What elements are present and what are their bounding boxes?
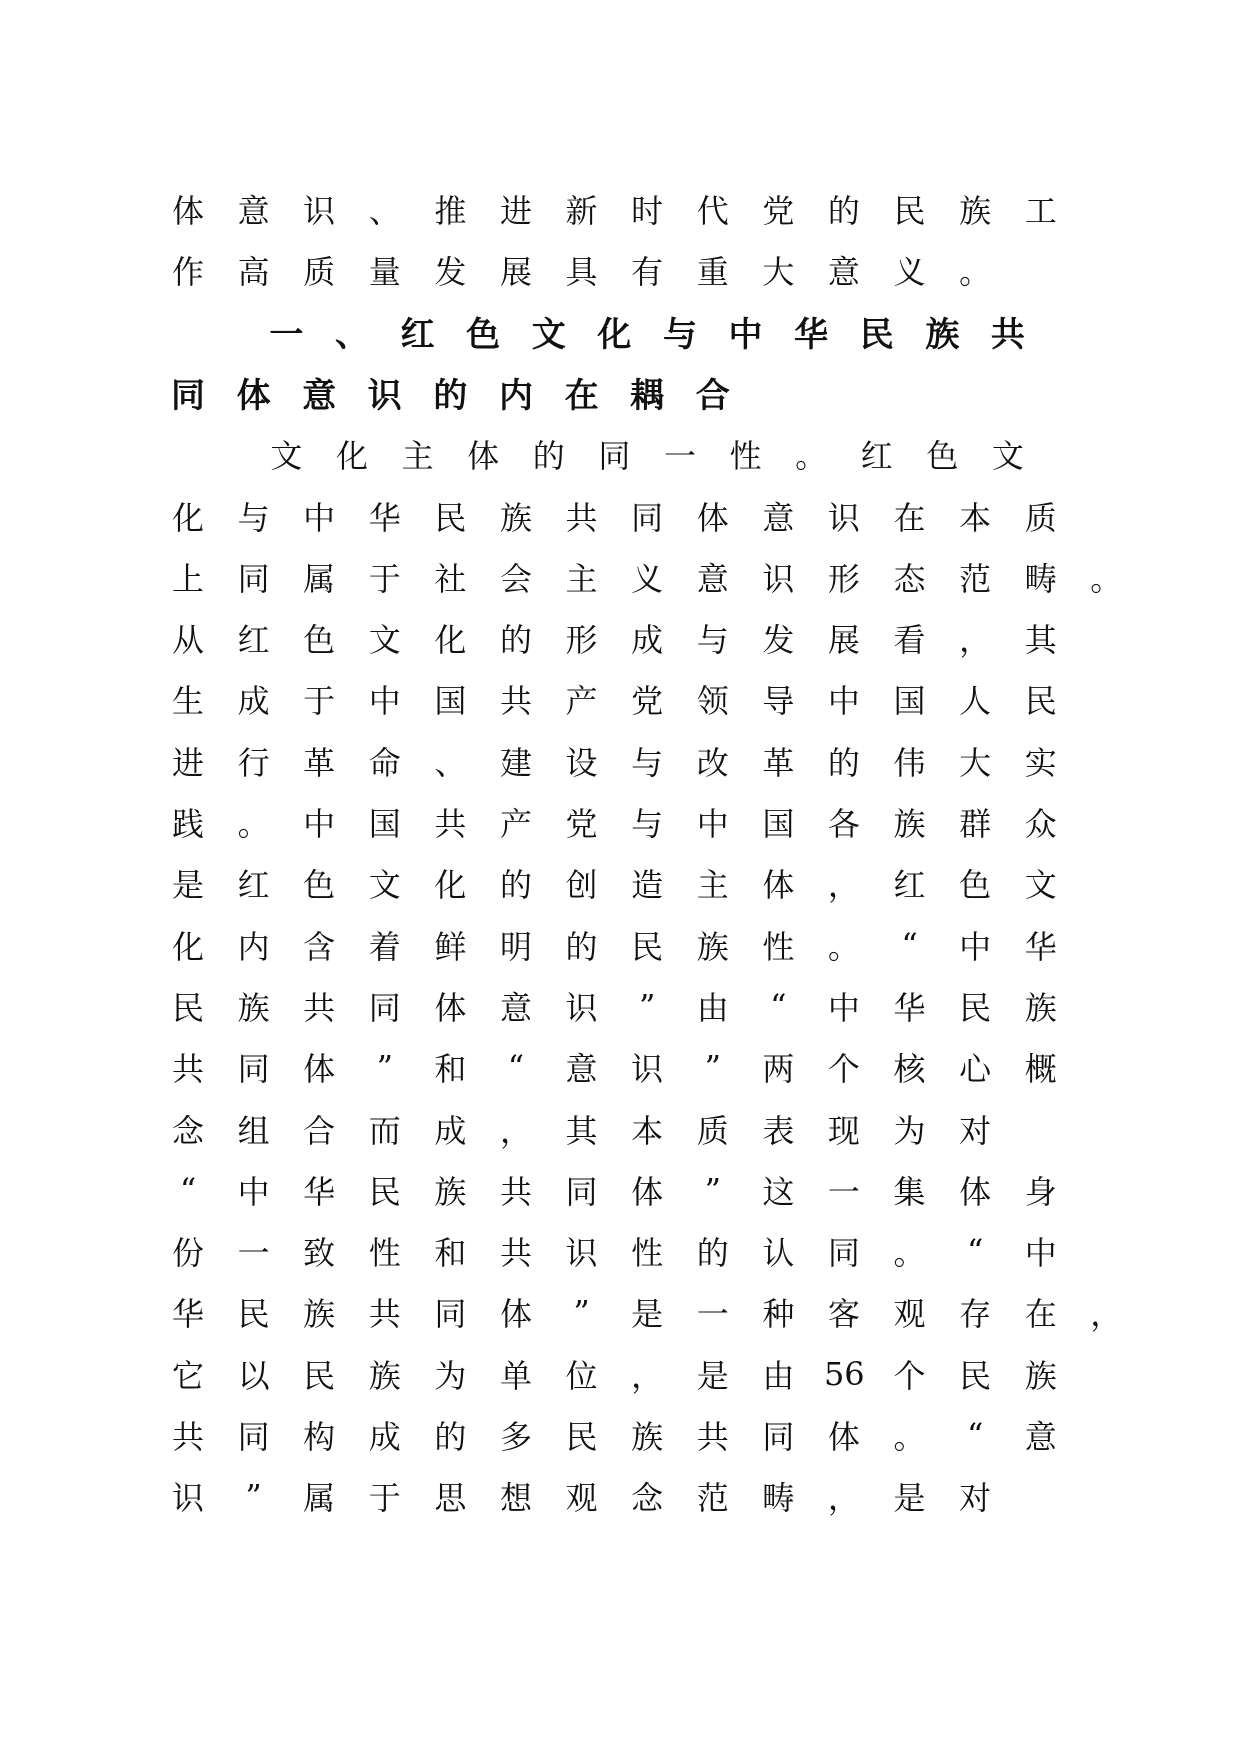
text-line-17: “ 中 华 民 族 共 同 体 ” 这 一 集 体 身 — [179, 1170, 1057, 1211]
text-line-14: 民 族 共 同 体 意 识 ” 由 “ 中 华 民 族 — [171, 986, 1057, 1027]
text-line-11: 践 。 中 国 共 产 党 与 中 国 各 族 群 众 — [171, 805, 1057, 843]
text-line-7: 上 同 属 于 社 会 主 义 意 识 形 态 范 畴 。 — [171, 559, 1123, 598]
text-line-13: 化 内 含 着 鲜 明 的 民 族 性 。 “ 中 华 — [171, 925, 1057, 966]
text-line-10: 进 行 革 命 、 建 设 与 改 革 的 伟 大 实 — [171, 743, 1057, 782]
section-heading-line-2: 同 体 意 识 的 内 在 耦 合 — [171, 376, 730, 417]
text-line-5: 文 化 主 体 的 同 一 性 。 红 色 文 — [270, 437, 1024, 476]
text-line-20: 它 以 民 族 为 单 位 ， 是 由 56 个 民 族 — [171, 1354, 1057, 1395]
text-line-8: 从 红 色 文 化 的 形 成 与 发 展 看 ， 其 — [171, 621, 1057, 660]
section-heading-line-1: 一 、 红 色 文 化 与 中 华 民 族 共 — [269, 315, 1025, 356]
text-line-18: 份 一 致 性 和 共 识 性 的 认 同 。 “ 中 — [171, 1232, 1057, 1273]
text-line-12: 是 红 色 文 化 的 创 造 主 体 ， 红 色 文 — [171, 866, 1057, 905]
text-line-9: 生 成 于 中 国 共 产 党 领 导 中 国 人 民 — [171, 682, 1057, 721]
text-line-1: 体 意 识 、 推 进 新 时 代 党 的 民 族 工 — [171, 192, 1057, 230]
text-line-22: 识 ” 属 于 思 想 观 念 范 畴 ， 是 对 — [171, 1477, 992, 1518]
text-line-2: 作 高 质 量 发 展 具 有 重 大 意 义 。 — [171, 253, 992, 292]
text-line-6: 化 与 中 华 民 族 共 同 体 意 识 在 本 质 — [171, 498, 1057, 537]
text-line-16: 念 组 合 而 成 ， 其 本 质 表 现 为 对 — [171, 1111, 992, 1150]
text-line-21: 共 同 构 成 的 多 民 族 共 同 体 。 “ 意 — [171, 1416, 1057, 1456]
text-line-15: 共 同 体 ” 和 “ 意 识 ” 两 个 核 心 概 — [171, 1048, 1057, 1089]
text-line-19: 华 民 族 共 同 体 ” 是 一 种 客 观 存 在 ， — [171, 1293, 1123, 1334]
